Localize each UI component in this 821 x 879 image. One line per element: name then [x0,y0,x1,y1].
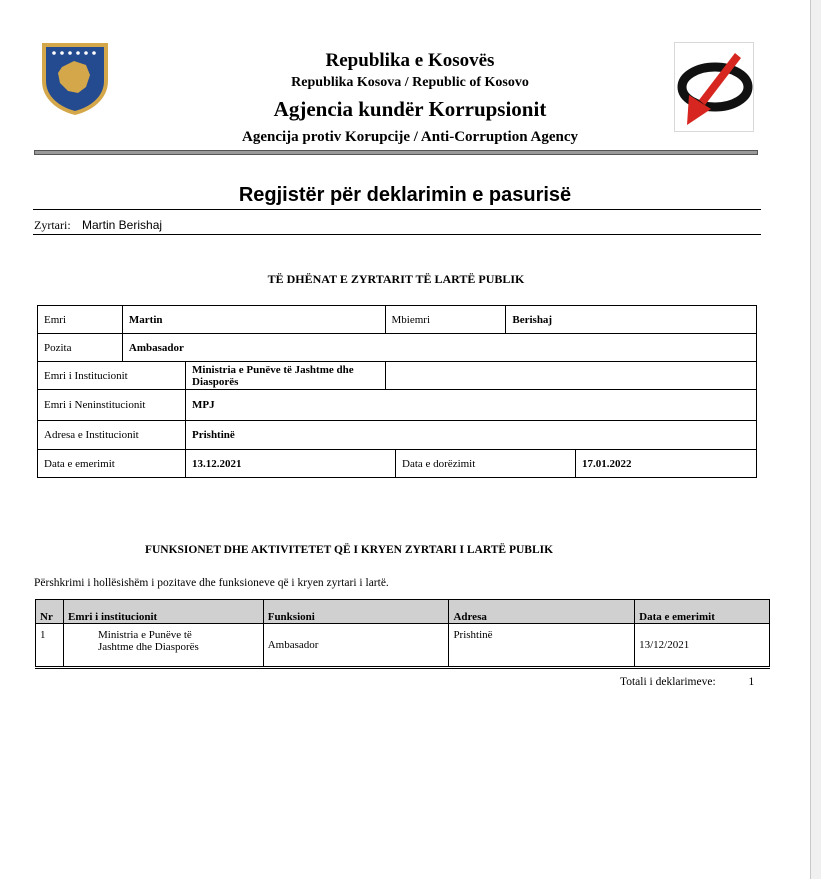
emri-label: Emri [38,306,123,334]
mbiemri-label: Mbiemri [385,306,506,334]
emri-value: Martin [122,306,385,334]
row-date: 13/12/2021 [635,624,770,668]
total-value: 1 [748,676,755,688]
neninstitucioni-value: MPJ [192,399,215,411]
column-header: Nr [36,600,64,624]
column-header: Adresa [449,600,635,624]
row-address: Prishtinë [449,624,635,668]
agency-logo [674,42,754,132]
table-row [38,421,757,450]
table-row [38,362,757,390]
row-nr: 1 [36,624,64,668]
row-function: Ambasador [263,624,449,668]
section-functions-description: Përshkrimi i hollësishëm i pozitave dhe funksioneve që i kryen zyrtari i lartë. [34,577,389,589]
column-header: Emri i institucionit [63,600,263,624]
neninstitucioni-label: Emri i Neninstitucionit [38,390,186,420]
table-row [36,624,770,668]
official-line [34,218,162,233]
official-label: Zyrtari: [34,218,71,232]
official-data-table [37,305,757,478]
row-institution-line1: Ministria e Punëve të [97,629,192,641]
dorezimi-label: Data e dorëzimit [396,450,576,477]
viewer-scrollbar[interactable] [811,0,821,879]
adresa-value: Prishtinë [192,429,235,441]
total-declarations [620,676,754,688]
emerimi-label: Data e emerimit [38,450,186,477]
mbiemri-value: Berishaj [506,306,757,334]
title-rule [33,209,761,210]
institucioni-value: Ministria e Punëve të Jashtme dhe Diasporës [192,363,354,388]
table-header-row [36,600,770,624]
anti-corruption-agency-logo-icon [675,43,753,131]
header-divider [34,150,758,155]
functions-table [35,599,770,669]
adresa-label: Adresa e Institucionit [38,421,186,449]
column-header: Funksioni [263,600,449,624]
pozita-label: Pozita [38,334,123,362]
official-rule [33,234,761,235]
table-row [38,306,757,334]
table-row [38,390,757,421]
official-name: Martin Berishaj [82,218,163,232]
header-agency: Agjencia kundër Korrupsionit [273,97,547,121]
header-republic: Republika e Kosovës [325,50,495,71]
dorezimi-value: 17.01.2022 [582,457,632,470]
total-label: Totali i deklarimeve: [620,676,716,688]
section-official-data-title: TË DHËNAT E ZYRTARIT TË LARTË PUBLIK [267,272,525,286]
emerimi-value: 13.12.2021 [186,450,396,477]
row-institution-line2: Jashtme dhe Diasporës [97,641,199,653]
header-republic-alt: Republika Kosova / Republic of Kosovo [291,75,529,90]
header-agency-alt: Agencija protiv Korupcije / Anti-Corruption Agency [242,129,578,145]
column-header: Data e emerimit [635,600,770,624]
table-row [38,450,757,478]
row-institution [63,624,263,668]
kosovo-coat-of-arms-icon [40,41,110,117]
section-functions-title: FUNKSIONET DHE AKTIVITETET QË I KRYEN ZYRTARI I LARTË PUBLIK [144,544,554,556]
pozita-value: Ambasador [122,334,756,362]
institucioni-label: Emri i Institucionit [38,362,186,389]
register-title: Regjistër për deklarimin e pasurisë [238,184,572,206]
table-row [38,334,757,362]
